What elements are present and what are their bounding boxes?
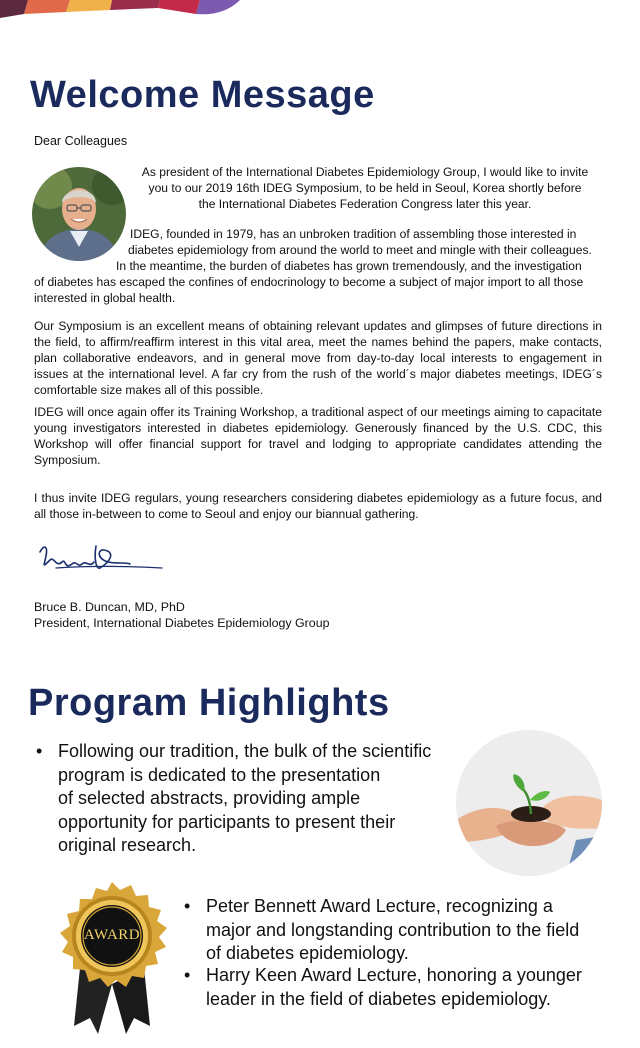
bullet-icon: • [184, 896, 191, 916]
signer-name: Bruce B. Duncan, MD, PhD [34, 600, 185, 614]
history-paragraph [34, 226, 602, 306]
invitation-paragraph: I thus invite IDEG regulars, young researchers considering diabetes epidemiology as a future focus, and all those in-between to come to Seoul and enjoy our biannual gathering. [34, 491, 602, 521]
highlight-line: major and longstanding contribution to the field [206, 919, 580, 940]
signer-block [34, 599, 329, 631]
bullet-icon: • [36, 741, 43, 761]
intro-line: the International Diabetes Federation Congress later this year. [198, 197, 532, 211]
hands-seedling-image [456, 730, 602, 876]
highlight-line: of diabetes epidemiology. [206, 943, 409, 963]
intro-paragraph [128, 164, 602, 212]
history-line: diabetes epidemiology from around the world to meet and mingle with their colleagues. [128, 243, 592, 257]
program-highlight-item [184, 964, 624, 1011]
salutation: Dear Colleagues [34, 134, 128, 148]
highlight-line: of selected abstracts, providing ample [58, 788, 361, 808]
program-title: Program Highlights [28, 682, 390, 724]
highlight-line: program is dedicated to the presentation [58, 764, 381, 785]
history-line: of diabetes has escaped the confines of endocrinology to become a subject of major import to all those [34, 275, 584, 289]
intro-line: As president of the International Diabetes Epidemiology Group, I would like to invite [141, 165, 589, 179]
history-line: IDEG, founded in 1979, has an unbroken tradition of assembling those interested in [130, 227, 577, 241]
history-line: In the meantime, the burden of diabetes has grown tremendously, and the investigation [116, 259, 582, 273]
highlight-line: leader in the field of diabetes epidemiology. [206, 988, 551, 1009]
signature-image [36, 538, 164, 578]
intro-line: you to our 2019 16th IDEG Symposium, to be held in Seoul, Korea shortly before [148, 181, 582, 195]
award-label-wrapper [54, 880, 170, 1034]
bullet-icon: • [184, 965, 191, 985]
highlight-line: Following our tradition, the bulk of the scientific [58, 741, 432, 761]
highlight-line: Peter Bennett Award Lecture, recognizing a [206, 896, 553, 916]
history-line: interested in global health. [34, 291, 176, 305]
award-label: AWARD [83, 927, 141, 943]
highlight-line: original research. [58, 835, 197, 855]
workshop-paragraph: IDEG will once again offer its Training Workshop, a traditional aspect of our meetings aiming to capacitate young investigators interested in diabetes epidemiology. Generously financed by the U.S. CDC, this Workshop will offer financial support for travel and lodging to appropriate candidates attending the Symposium. [34, 405, 602, 467]
signer-title: President, International Diabetes Epidemiology Group [34, 616, 330, 630]
welcome-title: Welcome Message [30, 74, 375, 116]
program-highlight-item [36, 740, 456, 858]
symposium-paragraph: Our Symposium is an excellent means of obtaining relevant updates and glimpses of future directions in the field, to affirm/reaffirm interest in this vital area, meet the names behind the papers, make contacts, plan collaborative endeavors, and in general move from day-to-day local interests to engagement in issues at the international level. A far cry from the rush of the world´s major diabetes meetings, IDEG´s comfortable size makes all of this possible. [34, 319, 602, 397]
highlight-line: opportunity for participants to present their [58, 811, 396, 832]
decorative-banner [0, 0, 240, 24]
highlight-line: Harry Keen Award Lecture, honoring a younger [206, 965, 582, 985]
program-highlight-item [184, 895, 624, 966]
